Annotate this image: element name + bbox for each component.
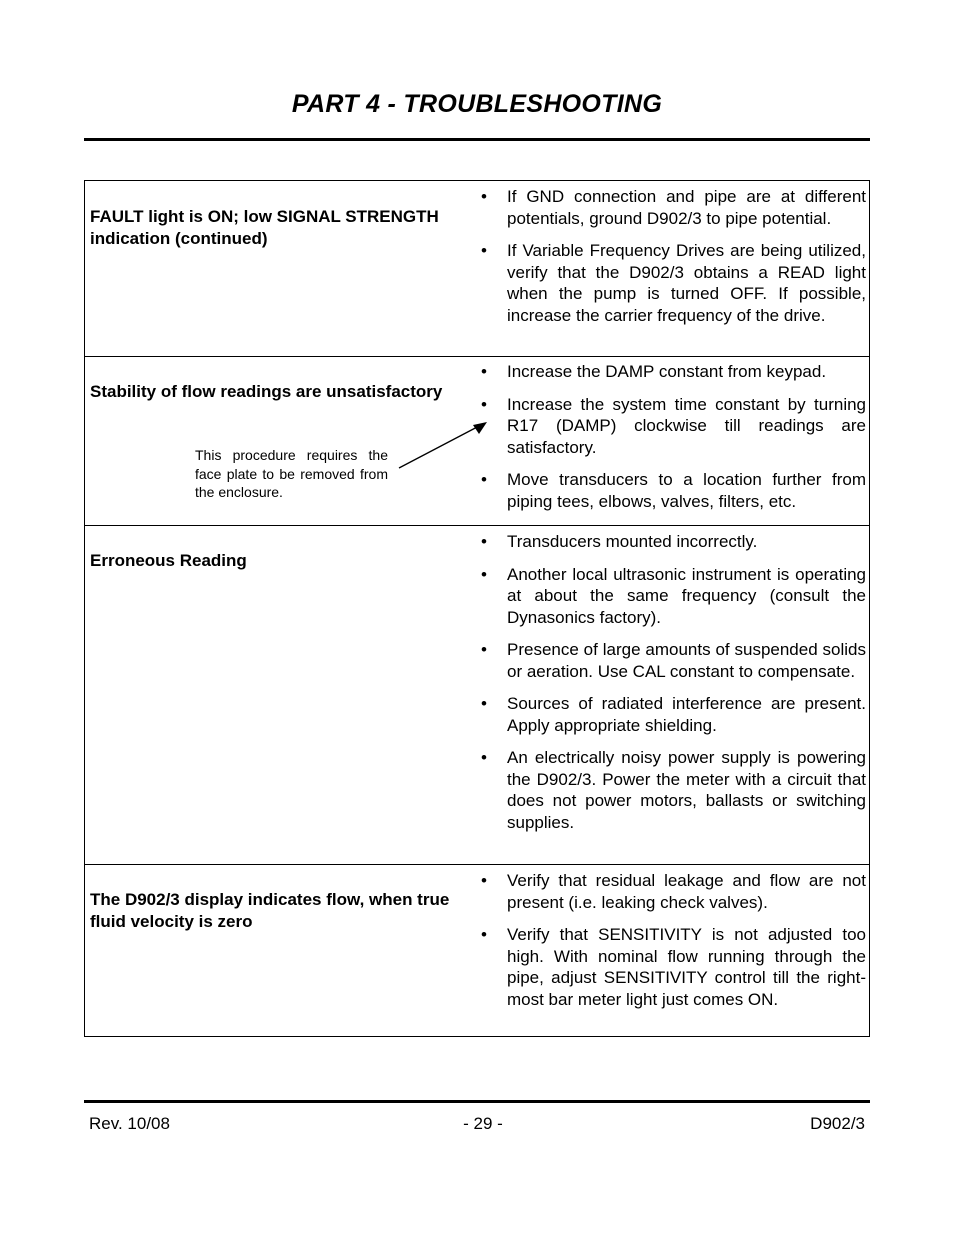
list-item bbox=[476, 870, 866, 913]
revision-label: Rev. 10/08 bbox=[89, 1114, 170, 1133]
symptom-cell: The D902/3 display indicates flow, when true fluid velocity is zero bbox=[90, 890, 450, 931]
action-list bbox=[476, 870, 866, 1010]
bullet-icon: • bbox=[481, 748, 487, 767]
bullet-icon: • bbox=[481, 564, 487, 584]
list-item bbox=[476, 394, 866, 459]
bullet-icon: • bbox=[481, 241, 487, 260]
bullet-icon: • bbox=[481, 187, 487, 206]
action-list bbox=[476, 361, 866, 512]
action-text: Verify that residual leakage and flow are not present (i.e. leaking check valves). bbox=[507, 871, 866, 912]
bullet-icon: • bbox=[481, 871, 487, 890]
action-text: Verify that SENSITIVITY is not adjusted too high. With nominal flow running through the pipe, adjust SENSITIVITY control till the right-most bar meter light just comes ON. bbox=[507, 925, 866, 1009]
action-text: Sources of radiated interference are present. Apply appropriate shielding. bbox=[507, 694, 866, 735]
page-title: PART 4 - TROUBLESHOOTING bbox=[291, 90, 663, 118]
header-rule bbox=[84, 138, 870, 141]
list-item bbox=[476, 469, 866, 512]
list-item bbox=[476, 924, 866, 1010]
list-item bbox=[476, 693, 866, 736]
bullet-icon: • bbox=[481, 362, 487, 381]
table-row bbox=[85, 864, 869, 1036]
action-text: Increase the system time constant by turning R17 (DAMP) clockwise till readings are satisfactory. bbox=[507, 394, 866, 457]
troubleshooting-table bbox=[84, 180, 870, 1037]
page-number: - 29 - bbox=[463, 1114, 503, 1133]
footer-rule bbox=[84, 1100, 870, 1103]
list-item bbox=[476, 531, 866, 553]
action-text: Move transducers to a location further from piping tees, elbows, valves, filters, etc. bbox=[507, 470, 866, 511]
list-item bbox=[476, 747, 866, 833]
bullet-icon: • bbox=[481, 532, 487, 551]
bullet-icon: • bbox=[481, 394, 487, 414]
list-item bbox=[476, 564, 866, 629]
table-row bbox=[85, 356, 869, 525]
action-text: If Variable Frequency Drives are being utilized, verify that the D902/3 obtains a READ light when the pump is turned OFF. If possible, increase the carrier frequency of the drive. bbox=[507, 241, 866, 325]
procedure-note: This procedure requires the face plate to be removed from the enclosure. bbox=[195, 447, 388, 500]
model-label: D902/3 bbox=[810, 1114, 865, 1133]
action-text: If GND connection and pipe are at different potentials, ground D902/3 to pipe potential. bbox=[507, 187, 866, 228]
list-item bbox=[476, 639, 866, 682]
action-text: Transducers mounted incorrectly. bbox=[507, 532, 758, 551]
table-row bbox=[85, 181, 869, 356]
list-item bbox=[476, 240, 866, 326]
action-text: Presence of large amounts of suspended solids or aeration. Use CAL constant to compensate. bbox=[507, 640, 866, 681]
symptom-cell: Stability of flow readings are unsatisfactory bbox=[90, 382, 443, 401]
action-text: Another local ultrasonic instrument is operating at about the same frequency (consult the Dynasonics factory). bbox=[507, 564, 866, 627]
bullet-icon: • bbox=[481, 694, 487, 713]
action-text: An electrically noisy power supply is powering the D902/3. Power the meter with a circuit that does not power motors, ballasts or switching supplies. bbox=[507, 748, 866, 832]
bullet-icon: • bbox=[481, 925, 487, 944]
action-text: Increase the DAMP constant from keypad. bbox=[507, 362, 827, 381]
list-item bbox=[476, 186, 866, 229]
table-row bbox=[85, 525, 869, 864]
bullet-icon: • bbox=[481, 640, 487, 659]
symptom-cell: FAULT light is ON; low SIGNAL STRENGTH indication (continued) bbox=[90, 207, 439, 248]
action-list bbox=[476, 186, 866, 326]
list-item bbox=[476, 361, 866, 383]
action-list bbox=[476, 531, 866, 833]
bullet-icon: • bbox=[481, 470, 487, 489]
symptom-cell: Erroneous Reading bbox=[90, 551, 247, 570]
